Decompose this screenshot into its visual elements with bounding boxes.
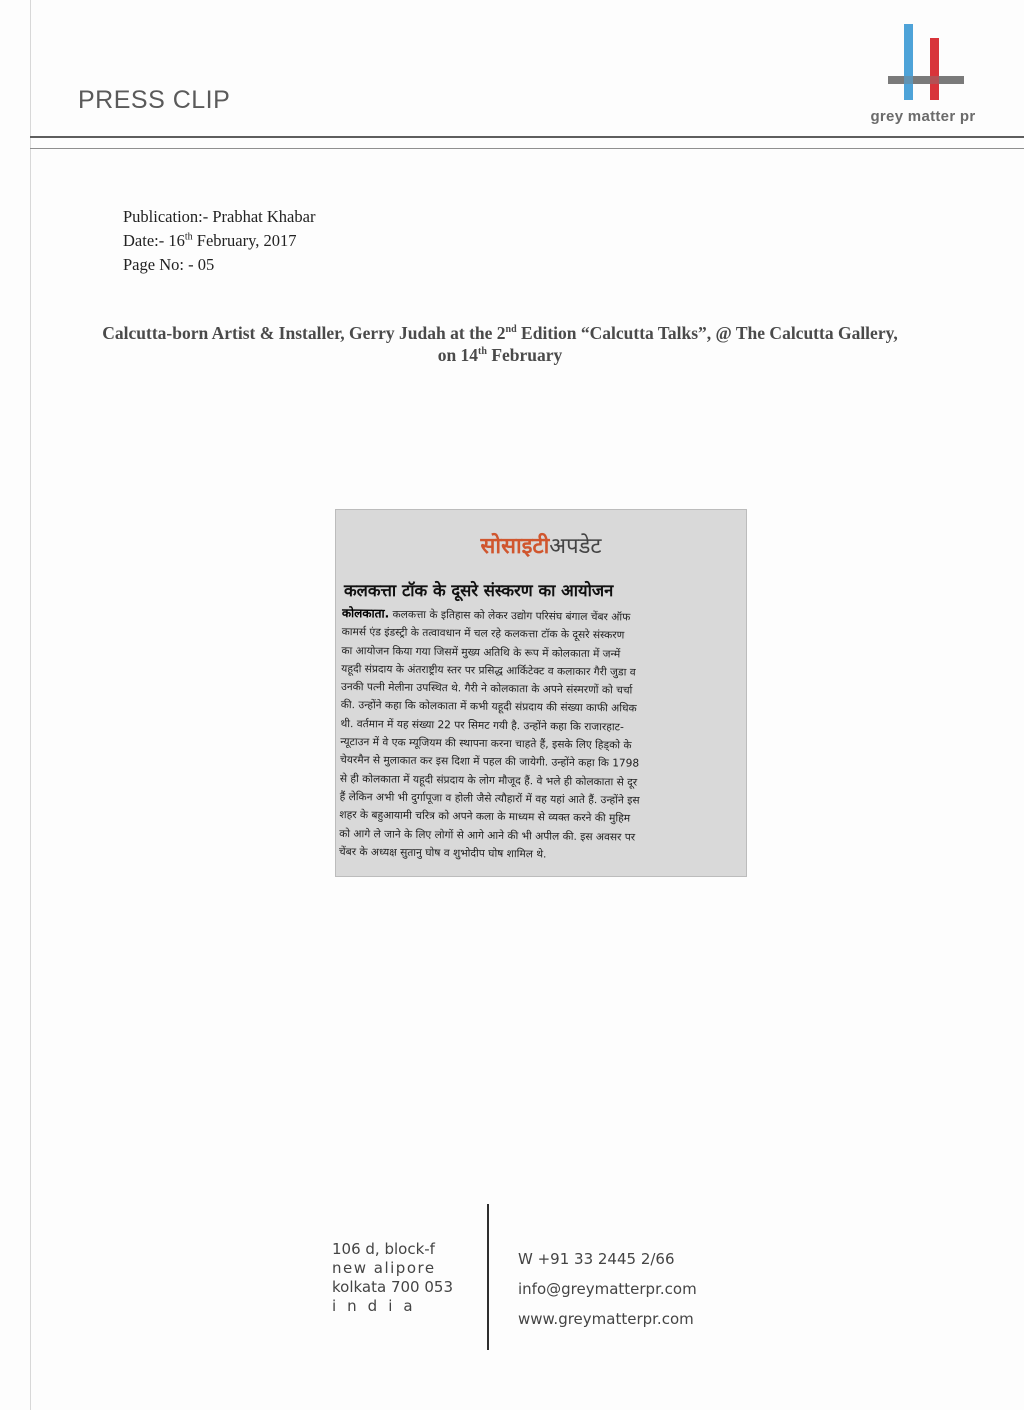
- clipping-line: से ही कोलकाता में यहूदी संप्रदाय के लोग मौजूद हैं. वे भले ही कोलकाता से दूर: [339, 772, 638, 789]
- header-rule-bottom: [30, 148, 1024, 149]
- publication-line: Publication:- Prabhat Khabar: [123, 207, 316, 226]
- clipping-line: उनकी पत्नी मेलीना उपस्थित थे. गैरी ने कोलकाता के अपने संस्मरणों को चर्चा: [340, 681, 633, 697]
- clipping-line: चेयरमैन से मुलाकात कर इस दिशा में पहल की जायेगी. उन्होंने कहा कि 1798: [340, 754, 640, 771]
- clipping-line: को आगे ले जाने के लिए लोगों से आगे आने की भी अपील की. इस अवसर पर: [339, 827, 636, 844]
- address-line: india: [332, 1297, 424, 1315]
- clipping-line: थी. वर्तमान में यह संख्या 22 पर सिमट गयी है. उन्होंने कहा कि राजारहाट-: [340, 717, 624, 734]
- clipping-line: का आयोजन किया गया जिसमें मुख्य अतिथि के रूप में कोलकाता में जन्में: [341, 644, 621, 660]
- clipping-line: शहर के बहुआयामी चरित्र को अपने कला के माध्यम से व्यक्त करने की मुहिम: [339, 809, 631, 825]
- clipping-line: कामर्स एंड इंडस्ट्री के तत्वावधान में चल रहे कलकत्ता टॉक के दूसरे संस्करण: [341, 626, 625, 642]
- clipping-line: हैं लेकिन अभी भी दुर्गापूजा व होली जैसे त्यौहारों में वह यहां आते हैं. उन्होंने इस: [339, 790, 640, 807]
- date-line: Date:- 16th February, 2017: [123, 231, 297, 250]
- clipping-line: की. उन्होंने कहा कि कोलकाता में कभी यहूदी संप्रदाय की संख्या काफी अधिक: [340, 699, 637, 716]
- address-line: kolkata 700 053: [332, 1278, 453, 1296]
- clipping-line: कोलकाता. कलकत्ता के इतिहास को लेकर उद्योग परिसंघ बंगाल चेंबर ऑफ: [341, 605, 631, 624]
- email-link[interactable]: info@greymatterpr.com: [518, 1280, 697, 1298]
- clipping-line: चेंबर के अध्यक्ष सुतानु घोष व शुभोदीप घोष शामिल थे.: [338, 845, 547, 861]
- press-clip-heading: PRESS CLIP: [78, 86, 231, 114]
- clipping-section-header: सोसाइटीअपडेट: [480, 534, 602, 559]
- grey-matter-logo: [858, 18, 988, 130]
- phone-number: W +91 33 2445 2/66: [518, 1250, 675, 1268]
- clipping-title: कलकत्ता टॉक के दूसरे संस्करण का आयोजन: [344, 581, 614, 600]
- address-line: 106 d, block-f: [332, 1240, 435, 1258]
- footer-divider: [487, 1204, 489, 1350]
- clipping-line: न्यूटाउन में वे एक म्यूजियम की स्थापना करना चाहते हैं, इसके लिए हिड्को के: [340, 736, 632, 752]
- newspaper-clipping: [336, 510, 746, 876]
- page-number-line: Page No: - 05: [123, 255, 215, 274]
- header-rule-top: [30, 136, 1024, 138]
- publication-meta: [123, 205, 315, 277]
- clipping-line: यहूदी संप्रदाय के अंतराष्ट्रीय स्तर पर प्रसिद्ध आर्किटेक्ट व कलाकार गैरी जुडा व: [341, 662, 636, 679]
- page-edge-shadow: [30, 0, 31, 1410]
- clip-headline: Calcutta-born Artist & Installer, Gerry Judah at the 2nd Edition “Calcutta Talks”, @ The Calcutta Gallery, on 14th February: [102, 323, 898, 365]
- footer-contact: [518, 1244, 697, 1334]
- grey-matter-logo-icon: [884, 22, 964, 102]
- footer-address: [332, 1240, 453, 1316]
- clipping-body: [339, 604, 740, 866]
- website-link[interactable]: www.greymatterpr.com: [518, 1310, 694, 1328]
- logo-wordmark: grey matter pr: [870, 108, 976, 125]
- address-line: new alipore: [332, 1259, 436, 1277]
